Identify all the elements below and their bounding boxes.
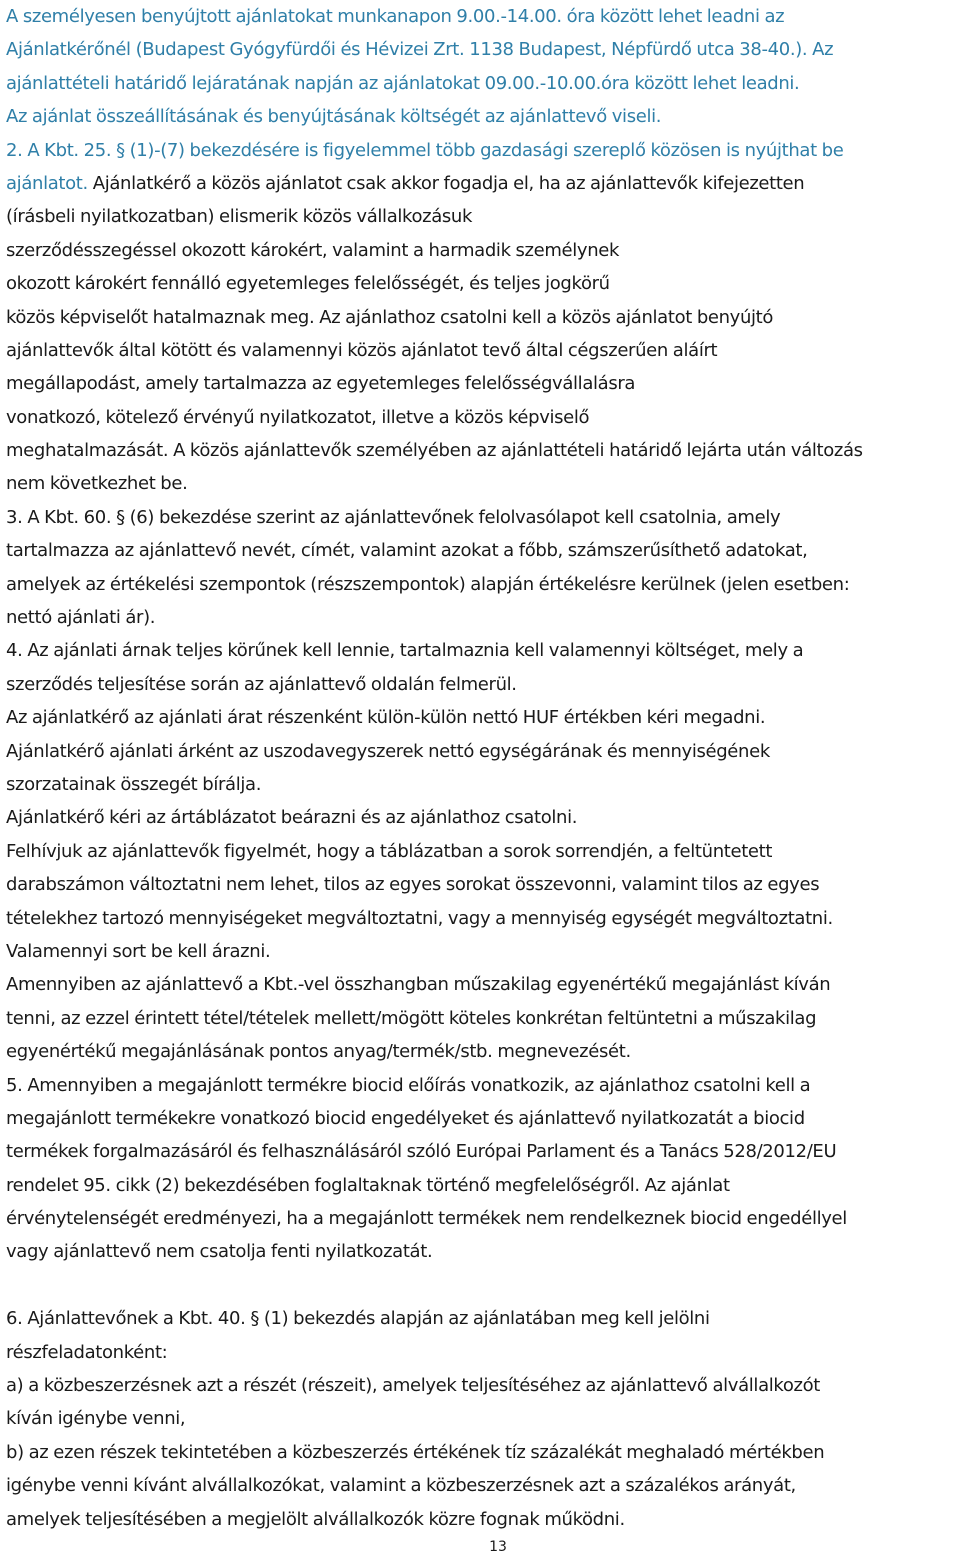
text-line: 4. Az ajánlati árnak teljes körűnek kell lennie, tartalmaznia kell valamennyi költséget, mely a	[6, 640, 804, 662]
text-line: Az ajánlatkérő az ajánlati árat részenként külön-külön nettó HUF értékben kéri megadni.	[6, 707, 766, 729]
text-line: meghatalmazását. A közös ajánlattevők személyében az ajánlattételi határidő lejárta után változás	[6, 440, 863, 462]
text-line: Amennyiben az ajánlattevő a Kbt.-vel összhangban műszakilag egyenértékű megajánlást kíván	[6, 974, 831, 996]
text-line: megajánlott termékekre vonatkozó biocid engedélyeket és ajánlattevő nyilatkozatát a biocid	[6, 1107, 805, 1129]
text-line: közös képviselőt hatalmaznak meg. Az ajánlathoz csatolni kell a közös ajánlatot benyújtó	[6, 306, 774, 328]
text-line: megállapodást, amely tartalmazza az egyetemleges felelősségvállalásra	[6, 373, 636, 395]
page-number: 13	[489, 1539, 507, 1555]
text-line: (írásbeli nyilatkozatban) elismerik közös vállalkozásuk	[6, 206, 473, 228]
text-line: termékek forgalmazásáról és felhasználásáról szóló Európai Parlament és a Tanács 528/2012/EU	[6, 1141, 837, 1163]
text-line: 6. Ajánlattevőnek a Kbt. 40. § (1) bekezdés alapján az ajánlatában meg kell jelölni	[6, 1308, 710, 1330]
text-line: ajánlattételi határidő lejáratának napján az ajánlatokat 09.00.-10.00.óra között lehet leadni.	[6, 72, 800, 94]
text-line: szerződés teljesítése során az ajánlattevő oldalán felmerül.	[6, 673, 517, 695]
text-line: okozott károkért fennálló egyetemleges felelősségét, és teljes jogkörű	[6, 273, 610, 295]
text-line: kíván igénybe venni,	[6, 1408, 186, 1430]
text-span: Ajánlatkérő a közös ajánlatot csak akkor fogadja el, ha az ajánlattevők kifejezetten	[87, 172, 805, 194]
text-line: nem következhet be.	[6, 473, 188, 495]
text-line: nettó ajánlati ár).	[6, 607, 156, 629]
text-line: Az ajánlat összeállításának és benyújtásának költségét az ajánlattevő viseli.	[6, 106, 662, 128]
text-line: igénybe venni kívánt alvállalkozókat, valamint a közbeszerzésnek azt a százalékos arányát,	[6, 1475, 796, 1497]
text-line: egyenértékű megajánlásának pontos anyag/termék/stb. megnevezését.	[6, 1041, 631, 1063]
section-point-6	[6, 1302, 956, 1536]
text-line: vagy ajánlattevő nem csatolja fenti nyilatkozatát.	[6, 1241, 433, 1263]
text-line: tételekhez tartozó mennyiségeket megváltoztatni, vagy a mennyiség egységét megváltoztatni.	[6, 907, 833, 929]
text-line: A személyesen benyújtott ajánlatokat munkanapon 9.00.-14.00. óra között lehet leadni az	[6, 6, 785, 27]
text-line: tartalmazza az ajánlattevő nevét, címét, valamint azokat a főbb, számszerűsíthető adatokat,	[6, 540, 808, 562]
text-line: 2. A Kbt. 25. § (1)-(7) bekezdésére is figyelemmel több gazdasági szereplő közösen is nyújthat be	[6, 139, 844, 161]
text-line: tenni, az ezzel érintett tétel/tételek mellett/mögött köteles konkrétan feltüntetni a műszakilag	[6, 1007, 817, 1029]
text-line: szorzatainak összegét bírálja.	[6, 773, 262, 795]
section-points-2-5	[6, 200, 956, 1269]
text-span-blue: ajánlatot.	[6, 172, 88, 194]
text-line: Valamennyi sort be kell árazni.	[6, 940, 271, 962]
text-line-mixed	[6, 167, 956, 200]
text-line: szerződésszegéssel okozott károkért, valamint a harmadik személynek	[6, 239, 620, 261]
text-line: darabszámon változtatni nem lehet, tilos az egyes sorokat összevonni, valamint tilos az egyes	[6, 874, 820, 896]
text-line: Ajánlatkérőnél (Budapest Gyógyfürdői és Hévizei Zrt. 1138 Budapest, Népfürdő utca 38-40.). Az	[6, 39, 834, 61]
text-line: 3. A Kbt. 60. § (6) bekezdése szerint az ajánlattevőnek felolvasólapot kell csatolnia, amely	[6, 506, 781, 528]
text-line: 5. Amennyiben a megajánlott termékre biocid előírás vonatkozik, az ajánlathoz csatolni kell a	[6, 1074, 811, 1096]
text-line: Ajánlatkérő kéri az ártáblázatot beárazni és az ajánlathoz csatolni.	[6, 807, 578, 829]
text-line: részfeladatonként:	[6, 1341, 168, 1363]
text-line: Ajánlatkérő ajánlati árként az uszodavegyszerek nettó egységárának és mennyiségének	[6, 740, 770, 762]
text-line: Felhívjuk az ajánlattevők figyelmét, hogy a táblázatban a sorok sorrendjén, a feltüntetett	[6, 840, 773, 862]
paragraph-gap	[6, 1269, 956, 1302]
text-line: amelyek teljesítésében a megjelölt alvállalkozók közre fognak működni.	[6, 1508, 625, 1530]
text-line: b) az ezen részek tekintetében a közbeszerzés értékének tíz százalékát meghaladó mértékben	[6, 1441, 825, 1463]
text-line: a) a közbeszerzésnek azt a részét (részeit), amelyek teljesítéséhez az ajánlattevő alvállalkozót	[6, 1375, 820, 1397]
document-body	[6, 0, 956, 1536]
text-line: rendelet 95. cikk (2) bekezdésében foglaltaknak történő megfelelőségről. Az ajánlat	[6, 1174, 730, 1196]
text-line: vonatkozó, kötelező érvényű nyilatkozatot, illetve a közös képviselő	[6, 406, 590, 428]
text-line: érvénytelenségét eredményezi, ha a megajánlott termékek nem rendelkeznek biocid engedéllyel	[6, 1208, 847, 1230]
text-line: amelyek az értékelési szempontok (részszempontok) alapján értékelésre kerülnek (jelen esetben:	[6, 573, 850, 595]
text-line: ajánlattevők által kötött és valamennyi közös ajánlatot tevő által cégszerűen aláírt	[6, 339, 718, 361]
